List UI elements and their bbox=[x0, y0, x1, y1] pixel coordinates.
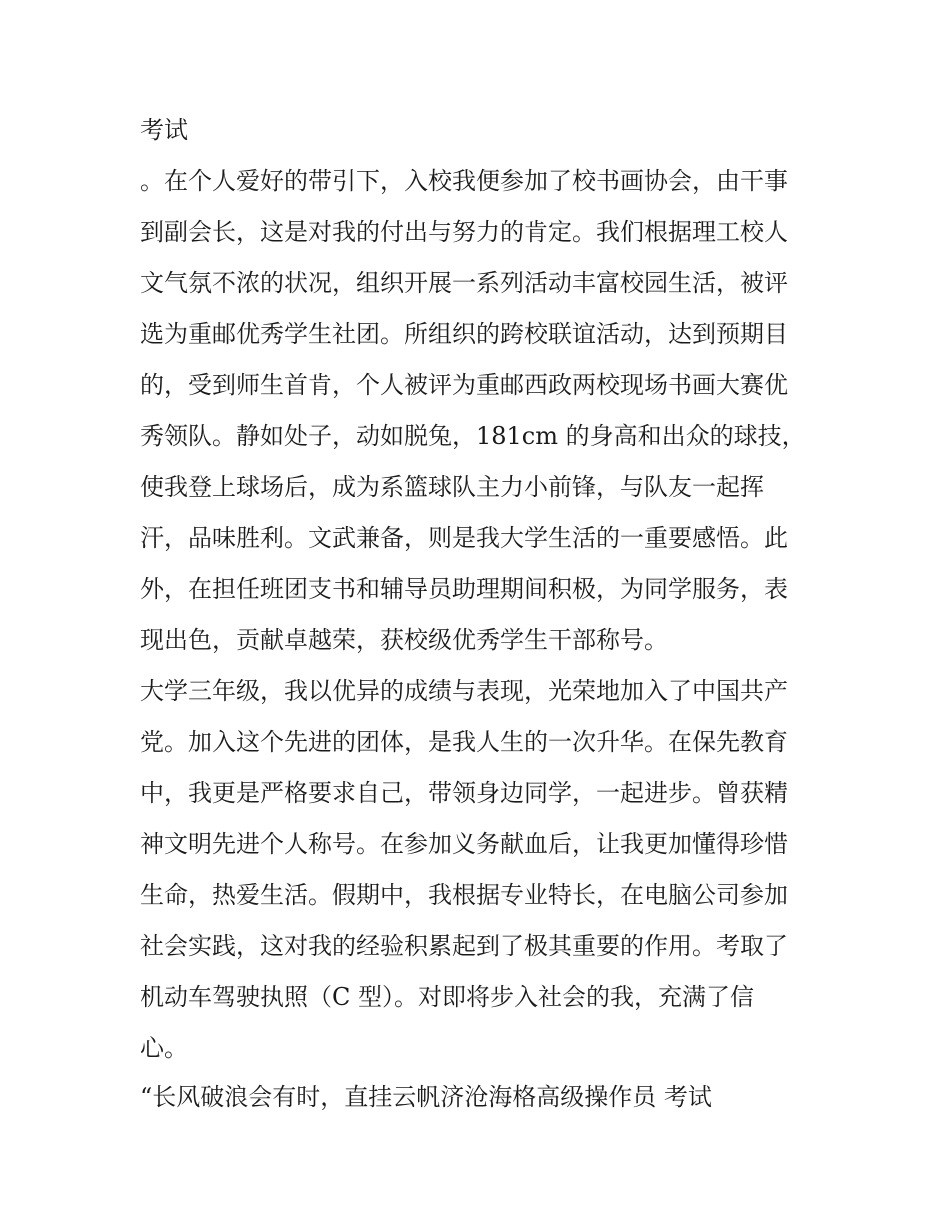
paragraph-1-line: 使我登上球场后，成为系篮球队主力小前锋，与队友一起挥 bbox=[140, 473, 764, 501]
paragraph-1-line: 秀领队。静如处子，动如脱兔，181cm 的身高和出众的球技， bbox=[140, 422, 806, 450]
paragraph-1-line: 。在个人爱好的带引下，入校我便参加了校书画协会，由干事 bbox=[140, 167, 788, 195]
paragraph-1-line: 的，受到师生首肯，个人被评为重邮西政两校现场书画大赛优 bbox=[140, 371, 788, 399]
paragraph-2-line: 大学三年级，我以优异的成绩与表现，光荣地加入了中国共产 bbox=[140, 677, 788, 705]
document-heading: 考试 bbox=[140, 116, 188, 144]
paragraph-1-line: 到副会长，这是对我的付出与努力的肯定。我们根据理工校人 bbox=[140, 218, 788, 246]
paragraph-2-line: 机动车驾驶执照（C 型）。对即将步入社会的我，充满了信 bbox=[140, 983, 754, 1011]
paragraph-1-line: 文气氛不浓的状况，组织开展一系列活动丰富校园生活，被评 bbox=[140, 269, 788, 297]
paragraph-2-line: 中，我更是严格要求自己，带领身边同学，一起进步。曾获精 bbox=[140, 779, 788, 807]
paragraph-1-line: 外，在担任班团支书和辅导员助理期间积极，为同学服务，表 bbox=[140, 575, 788, 603]
paragraph-1-line: 现出色，贡献卓越荣，获校级优秀学生干部称号。 bbox=[140, 626, 668, 654]
paragraph-2-line: 生命，热爱生活。假期中，我根据专业特长，在电脑公司参加 bbox=[140, 881, 788, 909]
paragraph-2-line: 神文明先进个人称号。在参加义务献血后，让我更加懂得珍惜 bbox=[140, 830, 788, 858]
paragraph-2-line: 党。加入这个先进的团体，是我人生的一次升华。在保先教育 bbox=[140, 728, 788, 756]
paragraph-2-line: 社会实践，这对我的经验积累起到了极其重要的作用。考取了 bbox=[140, 932, 788, 960]
paragraph-2-line: 心。 bbox=[140, 1034, 188, 1062]
paragraph-1-line: 汗，品味胜利。文武兼备，则是我大学生活的一重要感悟。此 bbox=[140, 524, 788, 552]
closing-line: “长风破浪会有时，直挂云帆济沧海格高级操作员 考试 bbox=[140, 1083, 712, 1111]
paragraph-1-line: 选为重邮优秀学生社团。所组织的跨校联谊活动，达到预期目 bbox=[140, 320, 788, 348]
